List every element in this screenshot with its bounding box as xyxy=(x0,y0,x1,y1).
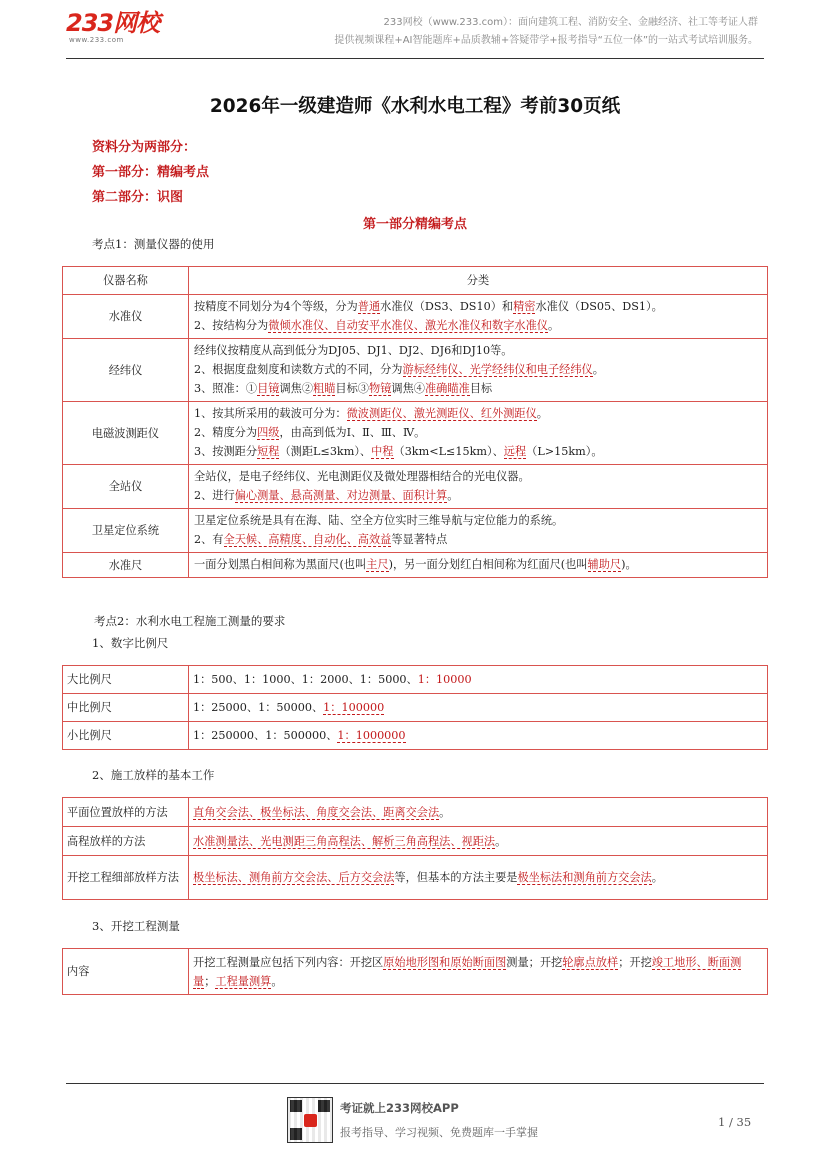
plain-text: 目标 xyxy=(469,382,493,395)
highlight-text: 工程量测算 xyxy=(215,974,272,988)
instrument-classification xyxy=(189,295,768,339)
highlight-text: 全天候、高精度、自动化、高效益 xyxy=(223,533,392,546)
column-header-name: 仪器名称 xyxy=(63,267,189,295)
row-label: 中比例尺 xyxy=(63,694,189,722)
brand-logo[interactable] xyxy=(66,10,159,45)
row-label: 开挖工程细部放样方法 xyxy=(63,856,189,900)
highlight-text: 原始地形图和原始断面图 xyxy=(383,955,507,969)
highlight-text: 远程 xyxy=(503,445,527,458)
intro-line-1: 资料分为两部分： xyxy=(92,140,197,155)
classification-line xyxy=(194,341,761,360)
highlight-text: 偏心测量、悬高测量、对边测量、面积计算 xyxy=(234,489,448,502)
highlight-text: 四级 xyxy=(257,426,280,439)
table-row xyxy=(63,666,768,694)
qr-code[interactable] xyxy=(287,1097,333,1143)
kp2-label: 考点2：水利水电工程施工测量的要求 xyxy=(94,614,286,628)
instrument-name: 全站仪 xyxy=(63,465,189,509)
sub2-label: 2、施工放样的基本工作 xyxy=(92,768,215,782)
plain-text: 1：250000、1：500000、 xyxy=(193,729,338,742)
highlight-text: 1：1000000 xyxy=(337,729,406,742)
plain-text: 。 xyxy=(271,974,283,988)
highlight-text: 直角交会法、极坐标法、角度交会法、距离交会法 xyxy=(193,805,440,819)
classification-line xyxy=(194,316,761,335)
sub1-label: 1、数字比例尺 xyxy=(92,636,169,650)
instrument-name: 水准尺 xyxy=(63,553,189,578)
plain-text: 1：25000、1：50000、 xyxy=(193,701,324,714)
highlight-text: 准确瞄准 xyxy=(424,382,470,395)
plain-text: 1：500、1：1000、1：2000、1：5000、 xyxy=(193,673,418,686)
table-row xyxy=(63,827,768,856)
sub3-label: 3、开挖工程测量 xyxy=(92,919,180,933)
highlight-text: 微倾水准仪、自动安平水准仪、激光水准仪和数字水准仪 xyxy=(268,319,548,332)
plain-text: 经纬仪按精度从高到低分为DJ05、DJ1、DJ2、DJ6和DJ10等。 xyxy=(194,344,513,357)
highlight-text: 水准测量法、光电测距三角高程法、解析三角高程法、视距法 xyxy=(193,834,496,848)
classification-line xyxy=(194,360,761,379)
plain-text: 3、按测距分 xyxy=(194,445,258,458)
layout-table xyxy=(62,797,768,900)
plain-text: 。 xyxy=(536,407,548,420)
page-header xyxy=(0,0,830,60)
plain-text: 。 xyxy=(651,871,663,884)
classification-line xyxy=(194,423,761,442)
table-row xyxy=(63,402,768,465)
highlight-text: 短程 xyxy=(257,445,280,458)
plain-text: （L>15km）。 xyxy=(526,445,603,458)
footer-app-title: 考证就上233网校APP xyxy=(340,1101,459,1115)
plain-text: 2、有 xyxy=(194,533,224,546)
highlight-text: 目镜 xyxy=(257,382,280,395)
instrument-name: 卫星定位系统 xyxy=(63,509,189,553)
plain-text: 等显著特点 xyxy=(391,533,448,546)
plain-text: )，另一面分划红白相间称为红面尺(也叫 xyxy=(388,558,588,571)
plain-text: 水准仪（DS3、DS10）和 xyxy=(380,300,514,313)
classification-line xyxy=(194,404,761,423)
highlight-text: 中程 xyxy=(371,445,394,458)
highlight-text: 主尺 xyxy=(366,558,389,571)
instrument-classification xyxy=(189,509,768,553)
instrument-name: 水准仪 xyxy=(63,295,189,339)
header-tagline-line2: 提供视频课程+AI智能题库+品质教辅+答疑带学+报考指导“五位一体”的一站式考试培训服务。 xyxy=(334,35,758,46)
header-divider xyxy=(66,58,764,59)
row-value xyxy=(189,856,768,900)
plain-text: 等，但基本的方法主要是 xyxy=(394,871,518,884)
classification-line xyxy=(194,297,761,316)
header-tagline-line1: 233网校（www.233.com）：面向建筑工程、消防安全、金融经济、社工等考证人群 xyxy=(383,17,758,28)
footer-divider xyxy=(66,1083,764,1084)
plain-text: 2、精度分为 xyxy=(194,426,258,439)
plain-text: 2、根据度盘刻度和读数方式的不同，分为 xyxy=(194,363,403,376)
plain-text: )。 xyxy=(621,558,637,571)
plain-text: ；开挖 xyxy=(618,955,652,969)
row-label: 小比例尺 xyxy=(63,722,189,750)
table-row xyxy=(63,856,768,900)
plain-text: 水准仪（DS05、DS1）。 xyxy=(535,300,663,313)
table-row xyxy=(63,949,768,995)
instrument-table xyxy=(62,266,768,578)
row-label: 平面位置放样的方法 xyxy=(63,798,189,827)
classification-line xyxy=(194,442,761,461)
table-row xyxy=(63,798,768,827)
classification-line xyxy=(194,511,761,530)
qr-logo-icon xyxy=(304,1114,317,1127)
classification-line xyxy=(194,555,761,574)
instrument-name: 经纬仪 xyxy=(63,339,189,402)
table-row xyxy=(63,339,768,402)
plain-text: 。 xyxy=(447,489,459,502)
row-label: 高程放样的方法 xyxy=(63,827,189,856)
red-text: 1：10000 xyxy=(417,673,472,686)
plain-text: 。 xyxy=(547,319,560,332)
row-label: 内容 xyxy=(63,949,189,995)
row-label: 大比例尺 xyxy=(63,666,189,694)
row-value xyxy=(189,827,768,856)
table-row xyxy=(63,465,768,509)
highlight-text: 微波测距仪、激光测距仪、红外测距仪 xyxy=(346,407,537,420)
header-tagline xyxy=(334,14,758,50)
row-value xyxy=(189,722,768,750)
highlight-text: 1：100000 xyxy=(323,701,385,714)
highlight-text: 物镜 xyxy=(369,382,392,395)
instrument-classification xyxy=(189,402,768,465)
plain-text: 按精度不同划分为4个等级，分为 xyxy=(194,300,358,313)
scale-table xyxy=(62,665,768,750)
table-row xyxy=(63,295,768,339)
classification-line xyxy=(194,486,761,505)
row-value xyxy=(189,949,768,995)
table-row xyxy=(63,553,768,578)
page-number: 1 / 35 xyxy=(718,1115,752,1129)
highlight-text: 竣工地形、断面测量 xyxy=(193,955,742,988)
plain-text: 目标③ xyxy=(335,382,369,395)
column-header-classification: 分类 xyxy=(189,267,768,295)
section-heading: 第一部分精编考点 xyxy=(362,217,467,232)
highlight-text: 极坐标法和测角前方交会法 xyxy=(517,871,652,884)
plain-text: 卫星定位系统是具有在海、陆、空全方位实时三维导航与定位能力的系统。 xyxy=(194,514,564,527)
highlight-text: 辅助尺 xyxy=(587,558,622,571)
table-row xyxy=(63,694,768,722)
row-value xyxy=(189,798,768,827)
highlight-text: 粗瞄 xyxy=(313,382,336,395)
highlight-text: 极坐标法、测角前方交会法、后方交会法 xyxy=(193,871,395,884)
plain-text: 2、按结构分为 xyxy=(194,319,269,332)
plain-text: 测量；开挖 xyxy=(506,955,563,969)
logo-text: 233网校 xyxy=(66,9,160,37)
plain-text: 一面分划黑白相间称为黑面尺(也叫 xyxy=(194,558,367,571)
instrument-classification xyxy=(189,339,768,402)
plain-text: 。 xyxy=(439,805,451,819)
document-title: 2026年一级建造师《水利水电工程》考前30页纸 xyxy=(209,96,621,117)
classification-line xyxy=(194,530,761,549)
plain-text: 全站仪，是电子经纬仪、光电测距仪及微处理器相结合的光电仪器。 xyxy=(194,470,530,483)
intro-line-3: 第二部分：识图 xyxy=(92,190,184,205)
highlight-text: 轮廓点放样 xyxy=(562,955,619,969)
instrument-name: 电磁波测距仪 xyxy=(63,402,189,465)
plain-text: 。 xyxy=(592,363,604,376)
plain-text: （测距L≤3km）、 xyxy=(279,445,372,458)
excavation-table xyxy=(62,948,768,995)
row-value xyxy=(189,694,768,722)
highlight-text: 精密 xyxy=(513,300,536,313)
footer-app-subtitle: 报考指导、学习视频、免费题库一手掌握 xyxy=(340,1126,538,1139)
intro-line-2: 第一部分：精编考点 xyxy=(92,165,210,180)
plain-text: 开挖工程测量应包括下列内容：开挖区 xyxy=(193,955,384,969)
instrument-classification xyxy=(189,553,768,578)
plain-text: 1、按其所采用的载波可分为： xyxy=(194,407,347,420)
plain-text: （3km<L≤15km）、 xyxy=(393,445,504,458)
table-row xyxy=(63,509,768,553)
table-row xyxy=(63,722,768,750)
kp1-label: 考点1：测量仪器的使用 xyxy=(92,237,215,251)
plain-text: ，由高到低为Ⅰ、Ⅱ、Ⅲ、Ⅳ。 xyxy=(279,426,426,439)
plain-text: 调焦② xyxy=(279,382,314,395)
highlight-text: 普通 xyxy=(357,300,381,313)
plain-text: 3、照准：① xyxy=(194,382,258,395)
plain-text: 调焦④ xyxy=(391,382,425,395)
classification-line xyxy=(194,467,761,486)
logo-url: www.233.com xyxy=(69,36,124,44)
plain-text: 。 xyxy=(495,834,507,848)
plain-text: ； xyxy=(204,974,216,988)
plain-text: 2、进行 xyxy=(194,489,235,502)
classification-line xyxy=(194,379,761,398)
instrument-classification xyxy=(189,465,768,509)
row-value xyxy=(189,666,768,694)
highlight-text: 游标经纬仪、光学经纬仪和电子经纬仪 xyxy=(402,363,593,376)
